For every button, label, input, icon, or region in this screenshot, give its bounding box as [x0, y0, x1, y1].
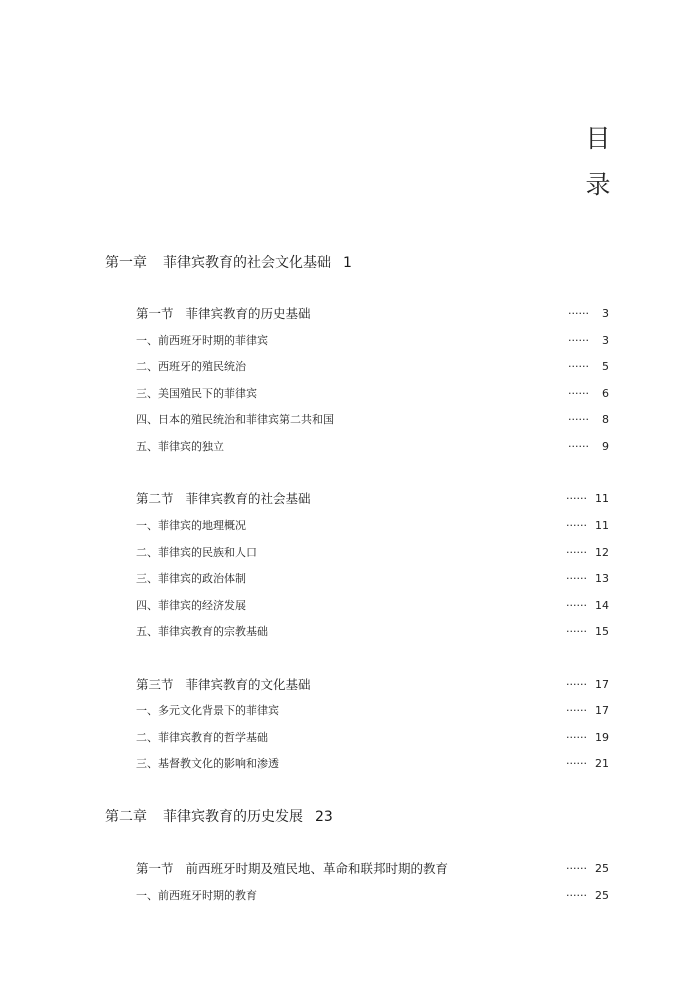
toc-item[interactable]: [136, 598, 609, 613]
item-page: 14: [595, 599, 609, 612]
leader-dots: ······: [568, 440, 589, 453]
page-leader: [566, 491, 609, 507]
page-leader: [568, 306, 609, 322]
leader-dots: ······: [566, 599, 587, 612]
page-leader: [566, 624, 609, 639]
item-title: 五、菲律宾的独立: [136, 440, 224, 453]
leader-dots: ······: [566, 678, 587, 691]
item-title: 五、菲律宾教育的宗教基础: [136, 625, 268, 638]
item-page: 11: [595, 519, 609, 532]
toc-item[interactable]: [136, 545, 609, 560]
toc-item[interactable]: [136, 624, 609, 639]
toc-item[interactable]: [136, 730, 609, 745]
page-leader: [568, 439, 609, 454]
item-title: 一、前西班牙时期的菲律宾: [136, 334, 268, 347]
leader-dots: ······: [568, 307, 589, 320]
page-leader: [568, 412, 609, 427]
section-number: 第一节: [136, 861, 174, 876]
page-leader: [566, 598, 609, 613]
item-title: 四、菲律宾的经济发展: [136, 599, 246, 612]
page-leader: [566, 677, 609, 693]
item-page: 17: [595, 704, 609, 717]
section-title: 菲律宾教育的社会基础: [185, 491, 311, 506]
toc-section[interactable]: [136, 677, 609, 693]
toc-section[interactable]: [136, 861, 609, 877]
leader-dots: ······: [566, 519, 587, 532]
toc-item[interactable]: [136, 386, 609, 401]
toc-heading: [583, 116, 613, 208]
toc-heading-char-1: 目: [585, 124, 611, 153]
item-page: 15: [595, 625, 609, 638]
leader-dots: ······: [566, 492, 587, 505]
chapter-number: 第一章: [105, 255, 147, 271]
chapter-title: 菲律宾教育的社会文化基础: [163, 255, 331, 271]
leader-dots: ······: [566, 546, 587, 559]
toc-heading-char-2: 录: [585, 170, 611, 199]
page-leader: [566, 888, 609, 903]
leader-dots: ······: [568, 334, 589, 347]
section-number: 第二节: [136, 491, 174, 506]
chapter-title: 菲律宾教育的历史发展: [163, 809, 303, 825]
item-page: 6: [602, 387, 609, 400]
item-page: 19: [595, 731, 609, 744]
section-number: 第三节: [136, 677, 174, 692]
item-title: 一、前西班牙时期的教育: [136, 889, 257, 902]
section-page: 25: [595, 862, 609, 875]
leader-dots: ······: [566, 889, 587, 902]
toc-chapter-2[interactable]: [105, 808, 333, 826]
toc-item[interactable]: [136, 888, 609, 903]
item-page: 25: [595, 889, 609, 902]
item-title: 三、菲律宾的政治体制: [136, 572, 246, 585]
toc-item[interactable]: [136, 756, 609, 771]
chapter-number: 第二章: [105, 809, 147, 825]
toc-item[interactable]: [136, 333, 609, 348]
leader-dots: ······: [566, 862, 587, 875]
toc-item[interactable]: [136, 571, 609, 586]
section-page: 11: [595, 492, 609, 505]
item-page: 5: [602, 360, 609, 373]
leader-dots: ······: [566, 757, 587, 770]
leader-dots: ······: [566, 625, 587, 638]
toc-section[interactable]: [136, 491, 609, 507]
item-title: 一、菲律宾的地理概况: [136, 519, 246, 532]
section-title: 前西班牙时期及殖民地、革命和联邦时期的教育: [185, 861, 449, 876]
chapter-page: 23: [315, 809, 333, 825]
item-title: 四、日本的殖民统治和菲律宾第二共和国: [136, 413, 334, 426]
toc-item[interactable]: [136, 703, 609, 718]
item-page: 9: [602, 440, 609, 453]
chapter-page: 1: [343, 255, 352, 271]
page-leader: [566, 730, 609, 745]
section-page: 3: [602, 307, 609, 320]
page-leader: [566, 518, 609, 533]
leader-dots: ······: [568, 360, 589, 373]
toc-item[interactable]: [136, 412, 609, 427]
page-leader: [568, 359, 609, 374]
item-title: 一、多元文化背景下的菲律宾: [136, 704, 279, 717]
section-title: 菲律宾教育的文化基础: [185, 677, 311, 692]
toc-item[interactable]: [136, 439, 609, 454]
item-page: 13: [595, 572, 609, 585]
page-leader: [566, 571, 609, 586]
leader-dots: ······: [568, 387, 589, 400]
item-title: 二、西班牙的殖民统治: [136, 360, 246, 373]
item-page: 8: [602, 413, 609, 426]
toc-section[interactable]: [136, 306, 609, 322]
item-page: 12: [595, 546, 609, 559]
toc-item[interactable]: [136, 518, 609, 533]
leader-dots: ······: [566, 731, 587, 744]
leader-dots: ······: [568, 413, 589, 426]
toc-chapter-1[interactable]: [105, 254, 352, 272]
leader-dots: ······: [566, 572, 587, 585]
page-leader: [568, 333, 609, 348]
item-title: 二、菲律宾教育的哲学基础: [136, 731, 268, 744]
page-leader: [566, 703, 609, 718]
item-title: 三、基督教文化的影响和渗透: [136, 757, 279, 770]
section-title: 菲律宾教育的历史基础: [185, 306, 311, 321]
section-page: 17: [595, 678, 609, 691]
page-leader: [568, 386, 609, 401]
item-title: 二、菲律宾的民族和人口: [136, 546, 257, 559]
section-number: 第一节: [136, 306, 174, 321]
item-page: 21: [595, 757, 609, 770]
item-page: 3: [602, 334, 609, 347]
leader-dots: ······: [566, 704, 587, 717]
page-leader: [566, 861, 609, 877]
item-title: 三、美国殖民下的菲律宾: [136, 387, 257, 400]
page-leader: [566, 545, 609, 560]
toc-item[interactable]: [136, 359, 609, 374]
page-leader: [566, 756, 609, 771]
